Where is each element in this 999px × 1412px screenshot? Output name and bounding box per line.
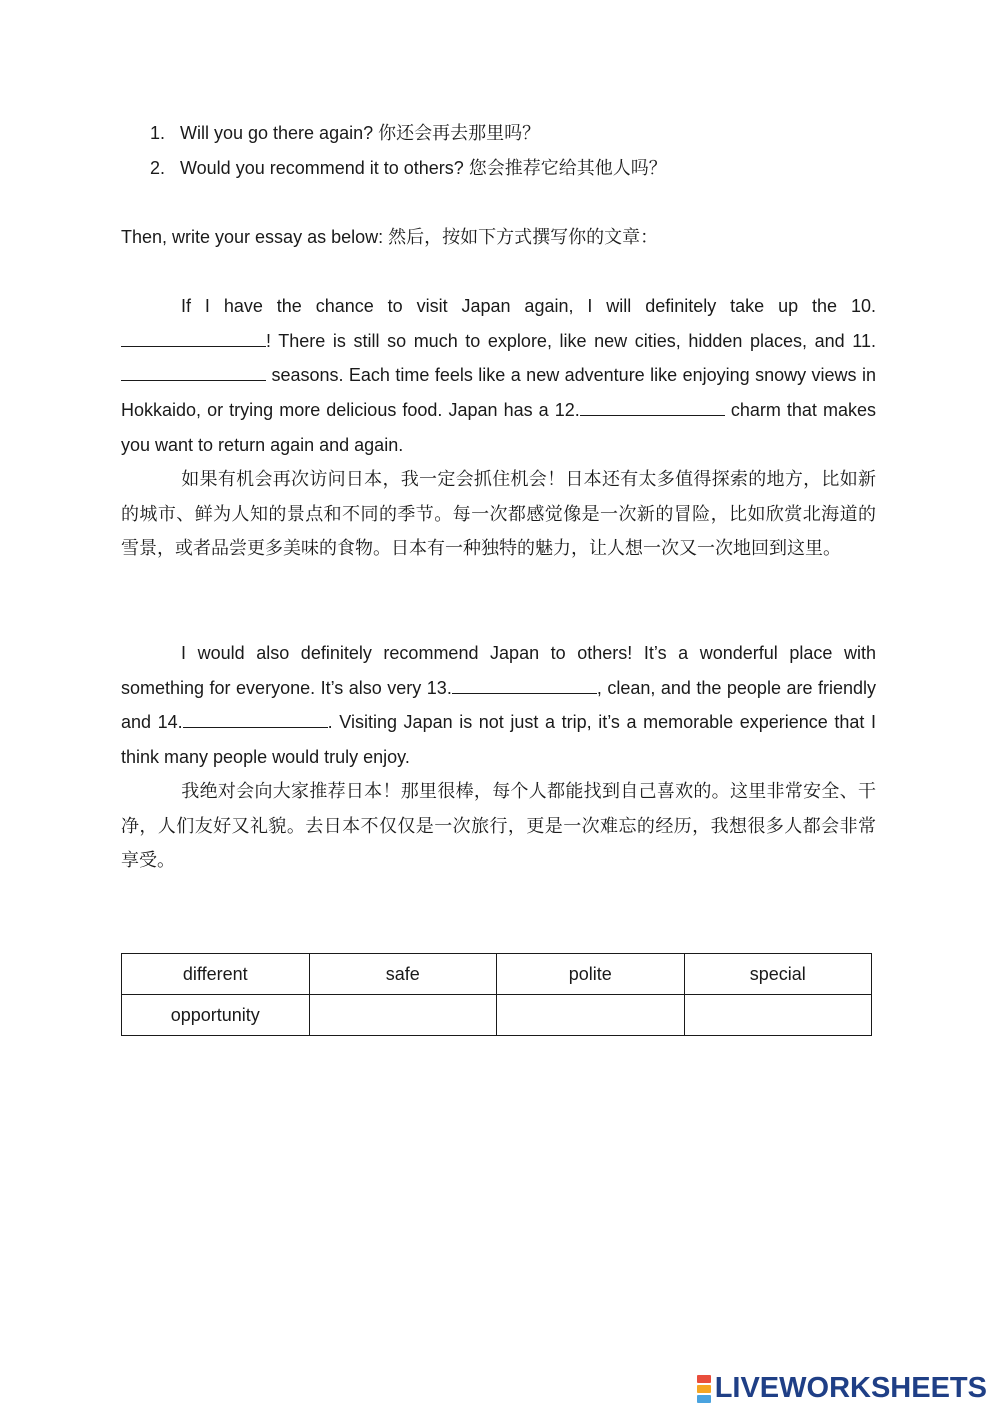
word-bank-cell[interactable]: special bbox=[684, 954, 872, 995]
answer-blank-14[interactable] bbox=[183, 711, 328, 728]
answer-blank-10[interactable] bbox=[121, 330, 266, 347]
liveworksheets-icon bbox=[697, 1374, 711, 1404]
essay-paragraph-2 bbox=[121, 636, 876, 775]
paragraph-text: seasons. Each time feels like a new adventure like enjoying snowy views in Hokkaido, or trying more delicious food. Japan has a bbox=[121, 365, 876, 421]
chinese-paragraph-2 bbox=[121, 775, 876, 879]
word-bank-cell bbox=[309, 995, 497, 1036]
word-bank-row bbox=[122, 995, 872, 1036]
question-item bbox=[150, 118, 667, 153]
word-bank-cell[interactable]: opportunity bbox=[122, 995, 310, 1036]
answer-blank-11[interactable] bbox=[121, 364, 266, 381]
word-bank-cell bbox=[497, 995, 685, 1036]
blank-number: 11. bbox=[852, 330, 876, 351]
chinese-text: 我绝对会向大家推荐日本！那里很棒，每个人都能找到自己喜欢的。这里非常安全、干净，人们友好又礼貌。去日本不仅仅是一次旅行，更是一次难忘的经历，我想很多人都会非常享受。 bbox=[121, 781, 876, 872]
blank-number: 12. bbox=[554, 400, 580, 421]
chinese-paragraph-1 bbox=[121, 463, 876, 567]
word-bank-cell bbox=[684, 995, 872, 1036]
paragraph-text: ! There is still so much to explore, like new cities, hidden places, and bbox=[266, 330, 845, 351]
question-text: Will you go there again? 你还会再去那里吗？ bbox=[180, 123, 541, 143]
paragraph-text: I would also definitely recommend Japan to others! It’s a wonderful place with something for everyone. It’s also very bbox=[121, 643, 876, 698]
essay-paragraph-1 bbox=[121, 289, 876, 463]
blank-number: 13. bbox=[426, 677, 452, 698]
chinese-text: 如果有机会再次访问日本，我一定会抓住机会！日本还有太多值得探索的地方，比如新的城市、鲜为人知的景点和不同的季节。每一次都感觉像是一次新的冒险，比如欣赏北海道的雪景，或者品尝更多美味的食物。日本有一种独特的魅力，让人想一次又一次地回到这里。 bbox=[121, 469, 876, 560]
question-text: Would you recommend it to others? 您会推荐它给其他人吗？ bbox=[180, 158, 667, 178]
brand-name: LIVEWORKSHEETS bbox=[714, 1372, 987, 1404]
paragraph-text: If I have the chance to visit Japan again, I will definitely take up the bbox=[181, 296, 838, 316]
word-bank-cell[interactable]: safe bbox=[309, 954, 497, 995]
word-bank-cell[interactable]: different bbox=[122, 954, 310, 995]
question-number: 1. bbox=[150, 123, 166, 143]
question-item bbox=[150, 153, 667, 188]
brand-logo bbox=[697, 1372, 987, 1405]
answer-blank-13[interactable] bbox=[452, 677, 597, 694]
word-bank-row bbox=[122, 954, 872, 995]
question-number: 2. bbox=[150, 158, 166, 178]
paragraph-text: . Visiting Japan is not just a trip, it’s a memorable experience that I think many people would truly enjoy. bbox=[121, 712, 876, 768]
word-bank-cell[interactable]: polite bbox=[497, 954, 685, 995]
blank-number: 10. bbox=[850, 296, 876, 316]
blank-number: 14. bbox=[157, 712, 183, 733]
answer-blank-12[interactable] bbox=[580, 399, 725, 416]
paragraph-text: charm that makes you want to return again and again. bbox=[121, 400, 876, 455]
paragraph-text: , clean, and the people are friendly and bbox=[121, 677, 876, 733]
instruction-text: Then, write your essay as below: 然后，按如下方式撰写你的文章： bbox=[121, 227, 659, 247]
word-bank-table bbox=[121, 953, 872, 1036]
question-list bbox=[150, 118, 667, 188]
